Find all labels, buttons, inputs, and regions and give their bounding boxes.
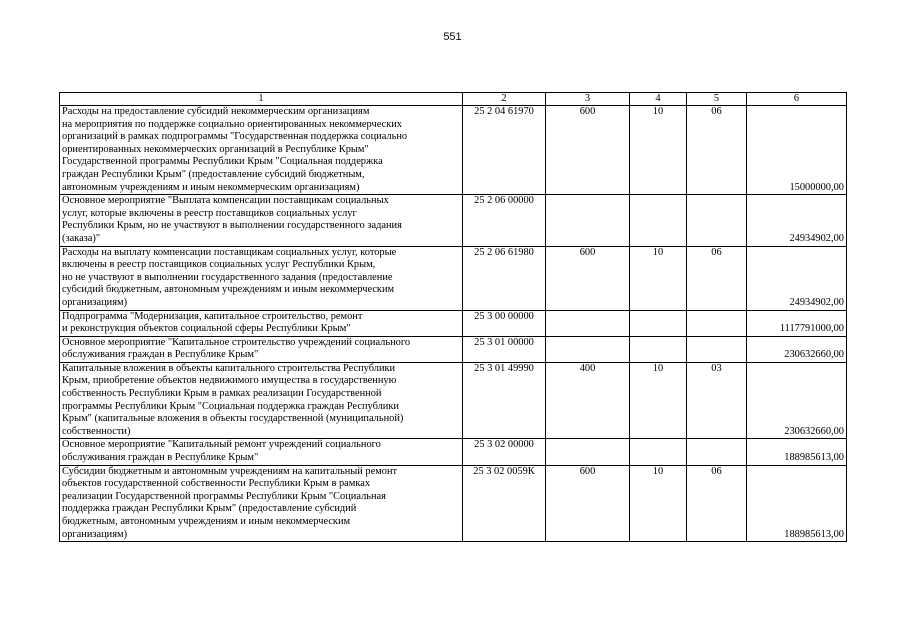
expense-name-line: программы Республики Крым "Социальная поддержка граждан Республики — [62, 400, 399, 412]
section-cell: 10 — [630, 465, 687, 542]
section-cell: 10 — [630, 246, 687, 310]
expense-name-line: но не участвуют в выполнении государственного задания (предоставление — [62, 271, 393, 283]
expense-name-line: собственность Республики Крым в рамках реализации Государственной — [62, 388, 382, 400]
amount-cell: 188985613,00 — [747, 439, 847, 465]
expense-name-line: Расходы на выплату компенсации поставщикам социальных услуг, которые — [62, 246, 397, 258]
section-cell — [630, 336, 687, 362]
table-row — [60, 246, 847, 310]
section-cell — [630, 310, 687, 336]
expense-name-cell — [60, 310, 463, 336]
expense-type-cell — [546, 439, 630, 465]
table-row — [60, 336, 847, 362]
expense-name-line: Республики Крым, но не участвуют в выполнении государственного задания — [62, 220, 402, 232]
subsection-cell — [687, 336, 747, 362]
section-cell: 10 — [630, 106, 687, 195]
expense-name-line: Расходы на предоставление субсидий некоммерческим организациям — [62, 106, 370, 117]
expense-name-line: обслуживания граждан в Республике Крым" — [62, 349, 259, 361]
expense-name-line: реализации Государственной программы Республики Крым "Социальная — [62, 490, 386, 502]
subsection-cell — [687, 439, 747, 465]
expense-name-line: Государственной программы Республики Крым "Социальная поддержка — [62, 156, 383, 168]
expense-name-line: (заказа)" — [62, 232, 101, 244]
amount-cell: 24934902,00 — [747, 195, 847, 246]
expense-name-cell — [60, 246, 463, 310]
table-header-row — [60, 93, 847, 106]
expense-type-cell — [546, 336, 630, 362]
expense-name-line: поддержка граждан Республики Крым" (предоставление субсидий — [62, 503, 357, 515]
amount-cell: 15000000,00 — [747, 106, 847, 195]
expense-name-cell — [60, 362, 463, 439]
expense-name-cell — [60, 336, 463, 362]
expense-name-line: Субсидии бюджетным и автономным учреждениям на капитальный ремонт — [62, 465, 398, 477]
page-number: 551 — [443, 31, 462, 43]
expense-name-line: автономным учреждениям и иным некоммерческим организациям) — [62, 181, 360, 193]
expense-name-line: Подпрограмма "Модернизация, капитальное строительство, ремонт — [62, 310, 363, 322]
amount-cell: 24934902,00 — [747, 246, 847, 310]
target-code-cell: 25 2 04 61970 — [463, 106, 546, 195]
expense-type-cell — [546, 310, 630, 336]
target-code-cell: 25 3 02 00000 — [463, 439, 546, 465]
expense-name-line: субсидий бюджетным, автономным учреждениям и иным некоммерческим — [62, 284, 395, 296]
expense-name-line: Капитальные вложения в объекты капитального строительства Республики — [62, 362, 396, 374]
target-code-cell: 25 3 00 00000 — [463, 310, 546, 336]
budget-table — [59, 92, 847, 542]
column-header-4: 4 — [630, 93, 687, 106]
subsection-cell — [687, 310, 747, 336]
column-header-6: 6 — [747, 93, 847, 106]
column-header-3: 3 — [546, 93, 630, 106]
subsection-cell: 06 — [687, 246, 747, 310]
expense-name-line: организаций в рамках подпрограммы "Государственная поддержка социально — [62, 131, 408, 143]
expense-name-cell — [60, 195, 463, 246]
subsection-cell — [687, 195, 747, 246]
expense-name-line: на мероприятия по поддержке социально ориентированных некоммерческих — [62, 118, 402, 130]
table-row — [60, 362, 847, 439]
column-header-2: 2 — [463, 93, 546, 106]
amount-cell: 188985613,00 — [747, 465, 847, 542]
expense-name-line: организациям) — [62, 296, 128, 308]
expense-name-line: Крым, приобретение объектов недвижимого имущества в государственную — [62, 375, 397, 387]
expense-name-line: ориентированных некоммерческих организаций в Республике Крым" — [62, 143, 369, 155]
expense-name-line: граждан Республики Крым" (предоставление субсидий бюджетным, — [62, 168, 365, 180]
table-row — [60, 465, 847, 542]
expense-name-line: обслуживания граждан в Республике Крым" — [62, 452, 259, 464]
subsection-cell: 06 — [687, 106, 747, 195]
section-cell — [630, 195, 687, 246]
target-code-cell: 25 2 06 00000 — [463, 195, 546, 246]
section-cell: 10 — [630, 362, 687, 439]
expense-name-line: бюджетным, автономным учреждениям и иным некоммерческим — [62, 516, 351, 527]
expense-name-line: и реконструкция объектов социальной сферы Республики Крым" — [62, 323, 351, 335]
amount-cell: 230632660,00 — [747, 362, 847, 439]
expense-name-cell — [60, 439, 463, 465]
target-code-cell: 25 2 06 61980 — [463, 246, 546, 310]
table-row — [60, 195, 847, 246]
table-row — [60, 310, 847, 336]
subsection-cell: 06 — [687, 465, 747, 542]
expense-name-line: включены в реестр поставщиков социальных услуг Республики Крым, — [62, 259, 376, 271]
column-header-5: 5 — [687, 93, 747, 106]
expense-name-line: организациям) — [62, 528, 128, 540]
expense-type-cell: 600 — [546, 246, 630, 310]
amount-cell: 230632660,00 — [747, 336, 847, 362]
expense-name-line: Основное мероприятие "Капитальный ремонт учреждений социального — [62, 439, 381, 451]
target-code-cell: 25 3 01 00000 — [463, 336, 546, 362]
expense-type-cell — [546, 195, 630, 246]
table-row — [60, 439, 847, 465]
expense-type-cell: 600 — [546, 465, 630, 542]
expense-name-line: Основное мероприятие "Выплата компенсации поставщикам социальных — [62, 195, 389, 207]
column-header-1: 1 — [60, 93, 463, 106]
subsection-cell: 03 — [687, 362, 747, 439]
expense-name-line: услуг, которые включены в реестр поставщиков социальных услуг — [62, 207, 357, 219]
expense-name-line: Крым" (капитальные вложения в объекты государственной (муниципальной) — [62, 413, 404, 425]
expense-name-line: Основное мероприятие "Капитальное строительство учреждений социального — [62, 336, 411, 348]
target-code-cell: 25 3 01 49990 — [463, 362, 546, 439]
expense-name-cell — [60, 465, 463, 542]
section-cell — [630, 439, 687, 465]
target-code-cell: 25 3 02 0059К — [463, 465, 546, 542]
expense-name-line: объектов государственной собственности Республики Крым в рамках — [62, 478, 371, 490]
expense-name-cell — [60, 106, 463, 195]
amount-cell: 1117791000,00 — [747, 310, 847, 336]
table-row — [60, 106, 847, 195]
expense-type-cell: 600 — [546, 106, 630, 195]
expense-type-cell: 400 — [546, 362, 630, 439]
expense-name-line: собственности) — [62, 425, 131, 437]
